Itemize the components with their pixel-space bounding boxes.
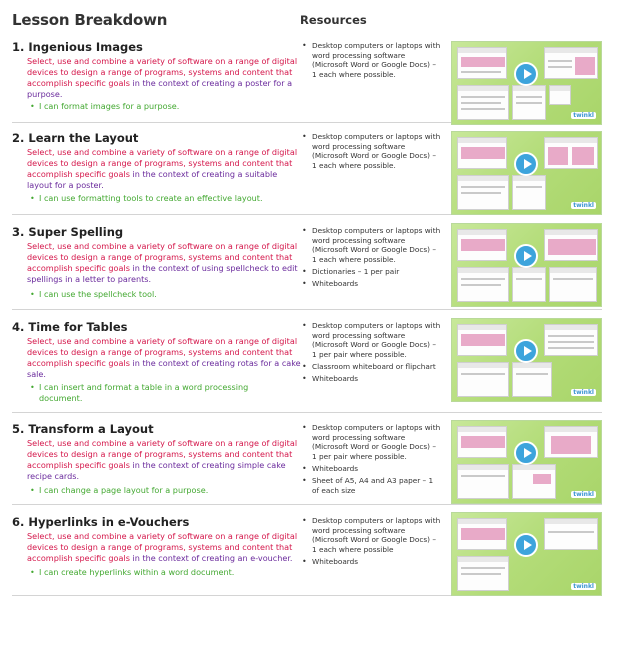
play-icon[interactable] (514, 441, 538, 465)
objective-text: Select, use and combine a variety of software on a range of digital devices to design a range of programs, systems and content that accomplish specific goals (27, 438, 298, 471)
lesson-title: 5. Transform a Layout (12, 422, 154, 436)
lesson-5 (12, 422, 602, 505)
resource-item: • Whiteboards (302, 557, 442, 567)
resource-item: • Whiteboards (302, 464, 442, 474)
resource-list (302, 226, 442, 291)
resource-item: • Desktop computers or laptops with word processing software (Microsoft Word or Google Docs) – 1 per pair where possible. (302, 423, 442, 461)
outcome-text: I can use formatting tools to create an effective layout. (39, 193, 263, 203)
lesson-objective (27, 336, 302, 380)
lesson-outcome: • I can change a page layout for a purpose. (30, 485, 209, 495)
resource-item: • Whiteboards (302, 279, 442, 289)
lesson-outcome: • I can insert and format a table in a word processing document. (30, 382, 249, 403)
play-icon[interactable] (514, 244, 538, 268)
resource-item: • Classroom whiteboard or flipchart (302, 362, 442, 372)
objective-text: Select, use and combine a variety of software on a range of digital devices to design a range of programs, systems and content that accomplish specific goals (27, 241, 298, 274)
lesson-preview-thumbnail[interactable] (451, 223, 602, 307)
resource-item: • Desktop computers or laptops with word processing software (Microsoft Word or Google Docs) – 1 each where possible. (302, 226, 442, 264)
resource-item: • Sheet of A5, A4 and A3 paper – 1 of each size (302, 476, 442, 495)
outcome-text: I can use the spellcheck tool. (39, 289, 157, 299)
lesson-title: 6. Hyperlinks in e-Vouchers (12, 515, 190, 529)
twinkl-logo: twinkl (573, 389, 594, 396)
outcome-text: I can create hyperlinks within a word document. (39, 567, 235, 577)
objective-text: Select, use and combine a variety of software on a range of digital devices to design a range of programs, systems and content that accomplish specific goals (27, 147, 298, 180)
lesson-outcome: • I can use formatting tools to create an effective layout. (30, 193, 263, 203)
outcome-text: I can format images for a purpose. (39, 101, 180, 111)
twinkl-logo: twinkl (573, 202, 594, 209)
lesson-objective (27, 531, 302, 564)
lesson-1 (12, 40, 602, 123)
resource-list (302, 132, 442, 173)
lesson-preview-thumbnail[interactable] (451, 512, 602, 596)
outcome-text: I can insert and format a table in a word processing document. (39, 382, 249, 403)
resource-list (302, 321, 442, 386)
lesson-outcome: • I can format images for a purpose. (30, 101, 180, 111)
lesson-title: 3. Super Spelling (12, 225, 124, 239)
lesson-objective (27, 438, 302, 482)
objective-text: Select, use and combine a variety of software on a range of digital devices to design a range of programs, systems and content that accomplish specific goals (27, 531, 298, 564)
twinkl-logo: twinkl (573, 583, 594, 590)
resource-list (302, 41, 442, 82)
lesson-6 (12, 515, 602, 596)
resource-item: • Desktop computers or laptops with word processing software (Microsoft Word or Google Docs) – 1 each where possible. (302, 132, 442, 170)
lesson-objective (27, 147, 302, 191)
lesson-4 (12, 320, 602, 413)
objective-context: in the context of creating an e-voucher. (129, 553, 293, 564)
lesson-title: 1. Ingenious Images (12, 40, 143, 54)
resource-item: • Dictionaries – 1 per pair (302, 267, 442, 277)
objective-text: Select, use and combine a variety of software on a range of digital devices to design a range of programs, systems and content that accomplish specific goals (27, 56, 298, 89)
objective-text: Select, use and combine a variety of software on a range of digital devices to design a range of programs, systems and content that accomplish specific goals (27, 336, 298, 369)
objective-context: in the context of creating a poster for a purpose. (27, 78, 293, 100)
lesson-preview-thumbnail[interactable] (451, 318, 602, 402)
resource-item: • Desktop computers or laptops with word processing software (Microsoft Word or Google Docs) – 1 each where possible (302, 516, 442, 554)
play-icon[interactable] (514, 339, 538, 363)
lesson-objective (27, 56, 302, 100)
resource-list (302, 423, 442, 498)
resources-heading: Resources (300, 13, 367, 27)
objective-context: in the context of creating simple cake recipe cards. (27, 460, 286, 482)
lesson-title: 4. Time for Tables (12, 320, 128, 334)
lesson-objective (27, 241, 302, 285)
objective-context: in the context of using spellcheck to edit spellings in a letter to parents. (27, 263, 298, 285)
play-icon[interactable] (514, 62, 538, 86)
outcome-text: I can change a page layout for a purpose. (39, 485, 209, 495)
resource-item: • Desktop computers or laptops with word processing software (Microsoft Word or Google Docs) – 1 per pair where possible. (302, 321, 442, 359)
lesson-outcome: • I can use the spellcheck tool. (30, 289, 157, 299)
twinkl-logo: twinkl (573, 491, 594, 498)
lesson-3 (12, 225, 602, 310)
resource-item: • Desktop computers or laptops with word processing software (Microsoft Word or Google Docs) – 1 each where possible. (302, 41, 442, 79)
lesson-outcome: • I can create hyperlinks within a word document. (30, 567, 235, 577)
lesson-breakdown-heading: Lesson Breakdown (12, 11, 168, 29)
play-icon[interactable] (514, 152, 538, 176)
lesson-title: 2. Learn the Layout (12, 131, 139, 145)
resource-item: • Whiteboards (302, 374, 442, 384)
play-icon[interactable] (514, 533, 538, 557)
objective-context: in the context of creating rotas for a cake sale. (27, 358, 301, 380)
resource-list (302, 516, 442, 569)
twinkl-logo: twinkl (573, 112, 594, 119)
lesson-preview-thumbnail[interactable] (451, 420, 602, 504)
lesson-2 (12, 131, 602, 215)
objective-context: in the context of creating a suitable layout for a poster. (27, 169, 278, 191)
lesson-preview-thumbnail[interactable] (451, 41, 602, 125)
lesson-preview-thumbnail[interactable] (451, 131, 602, 215)
